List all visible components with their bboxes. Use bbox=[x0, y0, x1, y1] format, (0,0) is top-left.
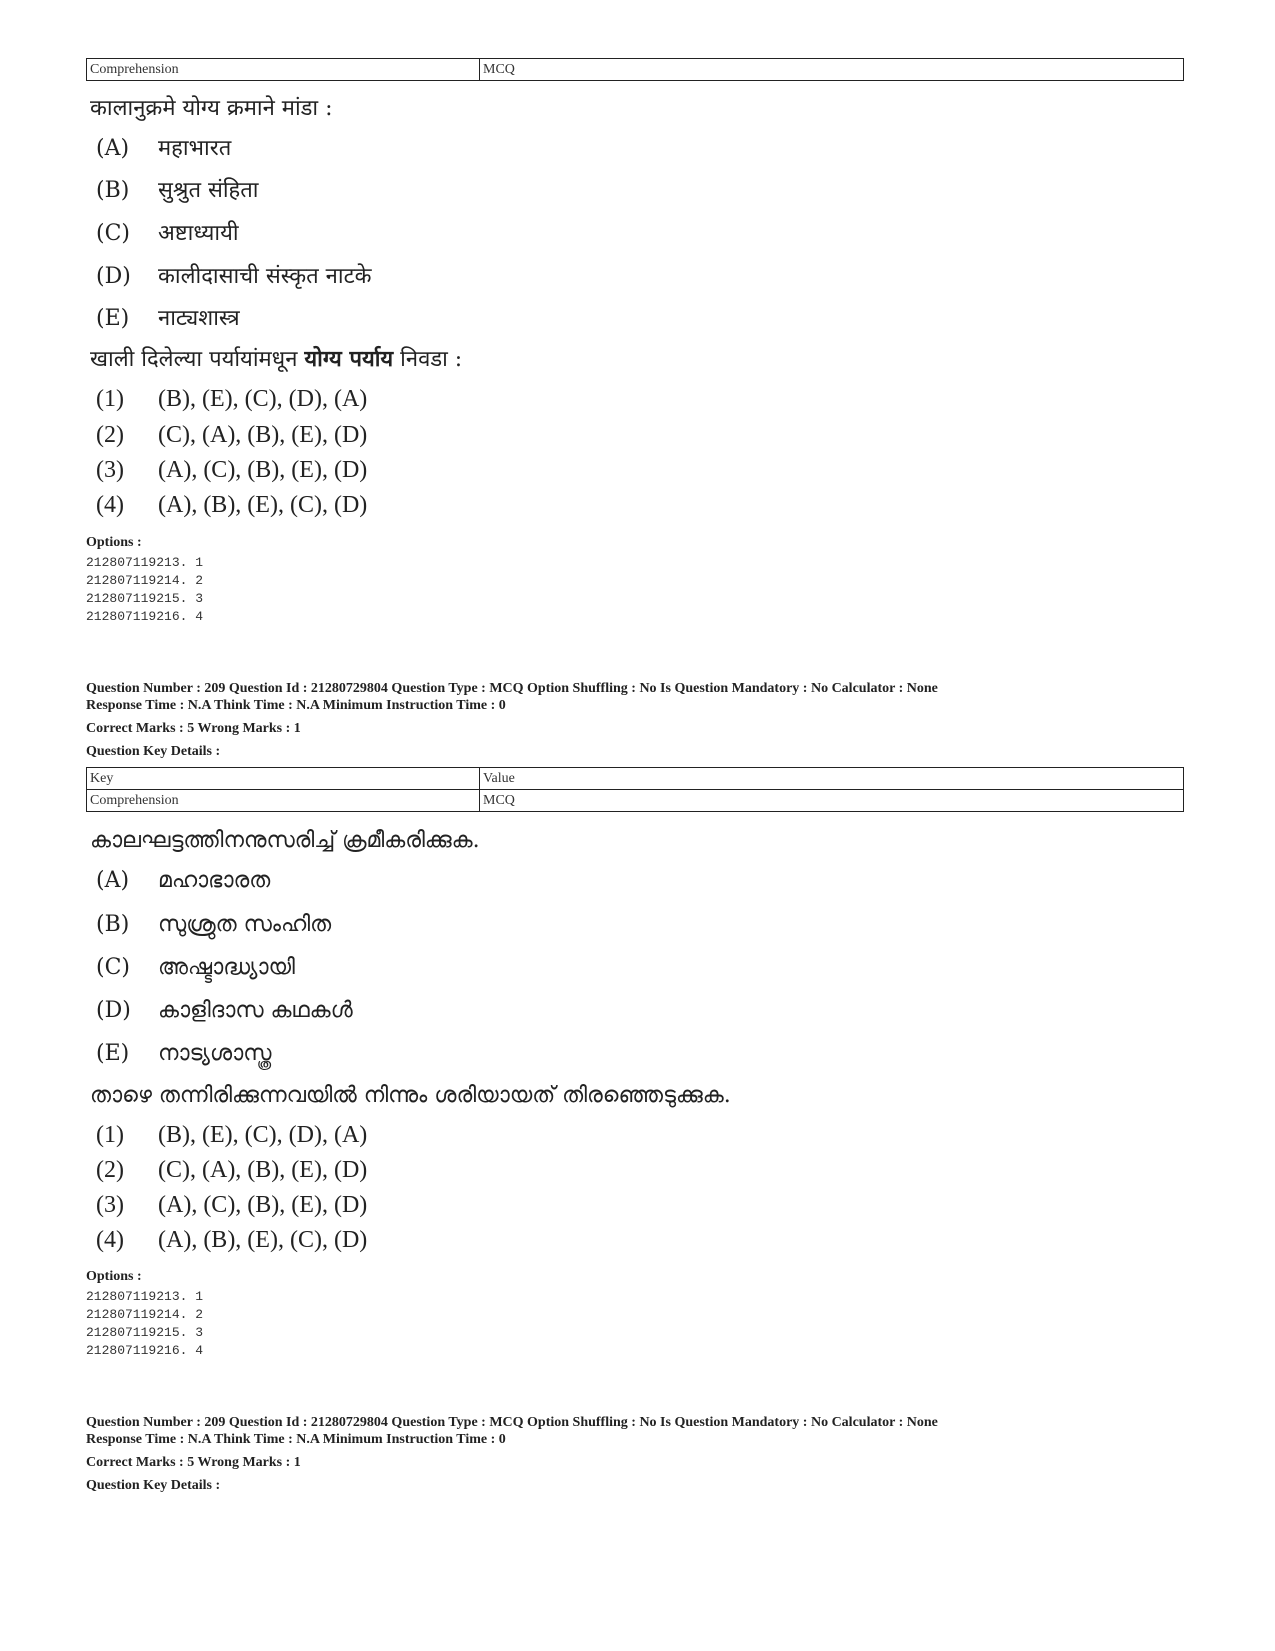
question-text: कालानुक्रमे योग्य क्रमाने मांडा : bbox=[90, 96, 333, 121]
item-text: മഹാഭാരത bbox=[158, 868, 271, 893]
option-id-list bbox=[86, 1288, 203, 1360]
list-item bbox=[96, 866, 270, 896]
answer-label: (2) bbox=[96, 422, 124, 448]
answer-text: (C), (A), (B), (E), (D) bbox=[158, 1157, 368, 1183]
item-label: (C) bbox=[96, 955, 130, 980]
key-cell: Comprehension bbox=[87, 59, 480, 81]
answer-label: (3) bbox=[96, 457, 124, 483]
item-label: (D) bbox=[96, 998, 131, 1023]
item-label: (A) bbox=[96, 136, 130, 161]
answer-label: (1) bbox=[96, 386, 124, 412]
item-label: (E) bbox=[96, 306, 130, 331]
question-meta-line: Question Number : 209 Question Id : 21280729804 Question Type : MCQ Option Shuffling : No Is Question Mandatory : No Calculator : None bbox=[86, 1415, 938, 1430]
options-heading: Options : bbox=[86, 535, 142, 550]
item-label: (C) bbox=[96, 221, 130, 246]
answer-text: (B), (E), (C), (D), (A) bbox=[158, 386, 368, 412]
item-text: कालीदासाची संस्कृत नाटके bbox=[158, 264, 372, 289]
item-label: (A) bbox=[96, 868, 130, 893]
answer-choice bbox=[96, 490, 367, 520]
options-heading: Options : bbox=[86, 1269, 142, 1284]
value-cell: Value bbox=[480, 768, 1184, 790]
option-id: 212807119215. 3 bbox=[86, 591, 204, 606]
option-id-list bbox=[86, 554, 203, 626]
item-text: महाभारत bbox=[158, 136, 232, 161]
list-item bbox=[96, 996, 353, 1026]
item-label: (B) bbox=[96, 178, 130, 203]
answer-choice bbox=[96, 1225, 367, 1255]
list-item bbox=[96, 910, 331, 940]
answer-text: (C), (A), (B), (E), (D) bbox=[158, 422, 368, 448]
key-cell: Comprehension bbox=[87, 790, 480, 812]
instruction-text: താഴെ തന്നിരിക്കുന്നവയിൽ നിന്നും ശരിയായത് തിരഞ്ഞെടുക്കുക. bbox=[90, 1083, 731, 1108]
option-id: 212807119216. 4 bbox=[86, 1343, 204, 1358]
item-text: नाट्यशास्त्र bbox=[158, 306, 240, 331]
answer-text: (A), (C), (B), (E), (D) bbox=[158, 1192, 368, 1218]
item-text: അഷ്ടാദ്ധ്യായി bbox=[158, 955, 295, 980]
option-id: 212807119213. 1 bbox=[86, 1289, 204, 1304]
answer-text: (A), (B), (E), (C), (D) bbox=[158, 1227, 368, 1253]
list-item bbox=[96, 262, 372, 292]
question-key-table bbox=[86, 767, 1184, 812]
value-cell: MCQ bbox=[480, 59, 1184, 81]
instruction-post: निवडा : bbox=[393, 347, 463, 372]
answer-text: (A), (B), (E), (C), (D) bbox=[158, 492, 368, 518]
table-row bbox=[87, 790, 1184, 812]
value-cell: MCQ bbox=[480, 790, 1184, 812]
list-item bbox=[96, 176, 258, 206]
table-row bbox=[87, 768, 1184, 790]
key-details-heading: Question Key Details : bbox=[86, 1478, 221, 1493]
key-cell: Key bbox=[87, 768, 480, 790]
answer-choice bbox=[96, 1120, 367, 1150]
option-id: 212807119213. 1 bbox=[86, 555, 204, 570]
answer-label: (3) bbox=[96, 1192, 124, 1218]
instruction-text bbox=[90, 344, 462, 375]
option-id: 212807119215. 3 bbox=[86, 1325, 204, 1340]
key-details-heading: Question Key Details : bbox=[86, 744, 221, 759]
marks-line: Correct Marks : 5 Wrong Marks : 1 bbox=[86, 1455, 301, 1470]
marks-line: Correct Marks : 5 Wrong Marks : 1 bbox=[86, 721, 301, 736]
list-item bbox=[96, 1039, 271, 1069]
question-meta-line: Response Time : N.A Think Time : N.A Minimum Instruction Time : 0 bbox=[86, 698, 506, 713]
question-text: കാലഘട്ടത്തിനനുസരിച്ച് ക്രമീകരിക്കുക. bbox=[90, 828, 480, 853]
instruction-bold: योग्य पर्याय bbox=[304, 346, 394, 372]
answer-label: (4) bbox=[96, 1227, 124, 1253]
list-item bbox=[96, 134, 231, 164]
answer-text: (B), (E), (C), (D), (A) bbox=[158, 1122, 368, 1148]
answer-choice bbox=[96, 1190, 367, 1220]
table-row bbox=[87, 59, 1184, 81]
item-text: अष्टाध्यायी bbox=[158, 221, 239, 246]
item-label: (B) bbox=[96, 912, 130, 937]
question-key-table bbox=[86, 58, 1184, 81]
item-text: കാളിദാസ കഥകൾ bbox=[158, 998, 353, 1023]
list-item bbox=[96, 304, 240, 334]
list-item bbox=[96, 953, 295, 983]
option-id: 212807119216. 4 bbox=[86, 609, 204, 624]
item-label: (D) bbox=[96, 264, 131, 289]
answer-label: (1) bbox=[96, 1122, 124, 1148]
option-id: 212807119214. 2 bbox=[86, 1307, 204, 1322]
answer-choice bbox=[96, 384, 367, 414]
answer-choice bbox=[96, 420, 367, 450]
answer-choice bbox=[96, 1155, 367, 1185]
item-label: (E) bbox=[96, 1041, 130, 1066]
question-meta-line: Question Number : 209 Question Id : 21280729804 Question Type : MCQ Option Shuffling : No Is Question Mandatory : No Calculator : None bbox=[86, 681, 938, 696]
answer-label: (2) bbox=[96, 1157, 124, 1183]
item-text: നാട്യശാസ്ത്ര bbox=[158, 1041, 272, 1066]
answer-text: (A), (C), (B), (E), (D) bbox=[158, 457, 368, 483]
question-meta-line: Response Time : N.A Think Time : N.A Minimum Instruction Time : 0 bbox=[86, 1432, 506, 1447]
list-item bbox=[96, 219, 239, 249]
answer-choice bbox=[96, 455, 367, 485]
item-text: സുശ്രുത സംഹിത bbox=[158, 912, 332, 937]
item-text: सुश्रुत संहिता bbox=[158, 178, 259, 203]
option-id: 212807119214. 2 bbox=[86, 573, 204, 588]
instruction-pre: खाली दिलेल्या पर्यायांमधून bbox=[90, 347, 305, 372]
answer-label: (4) bbox=[96, 492, 124, 518]
